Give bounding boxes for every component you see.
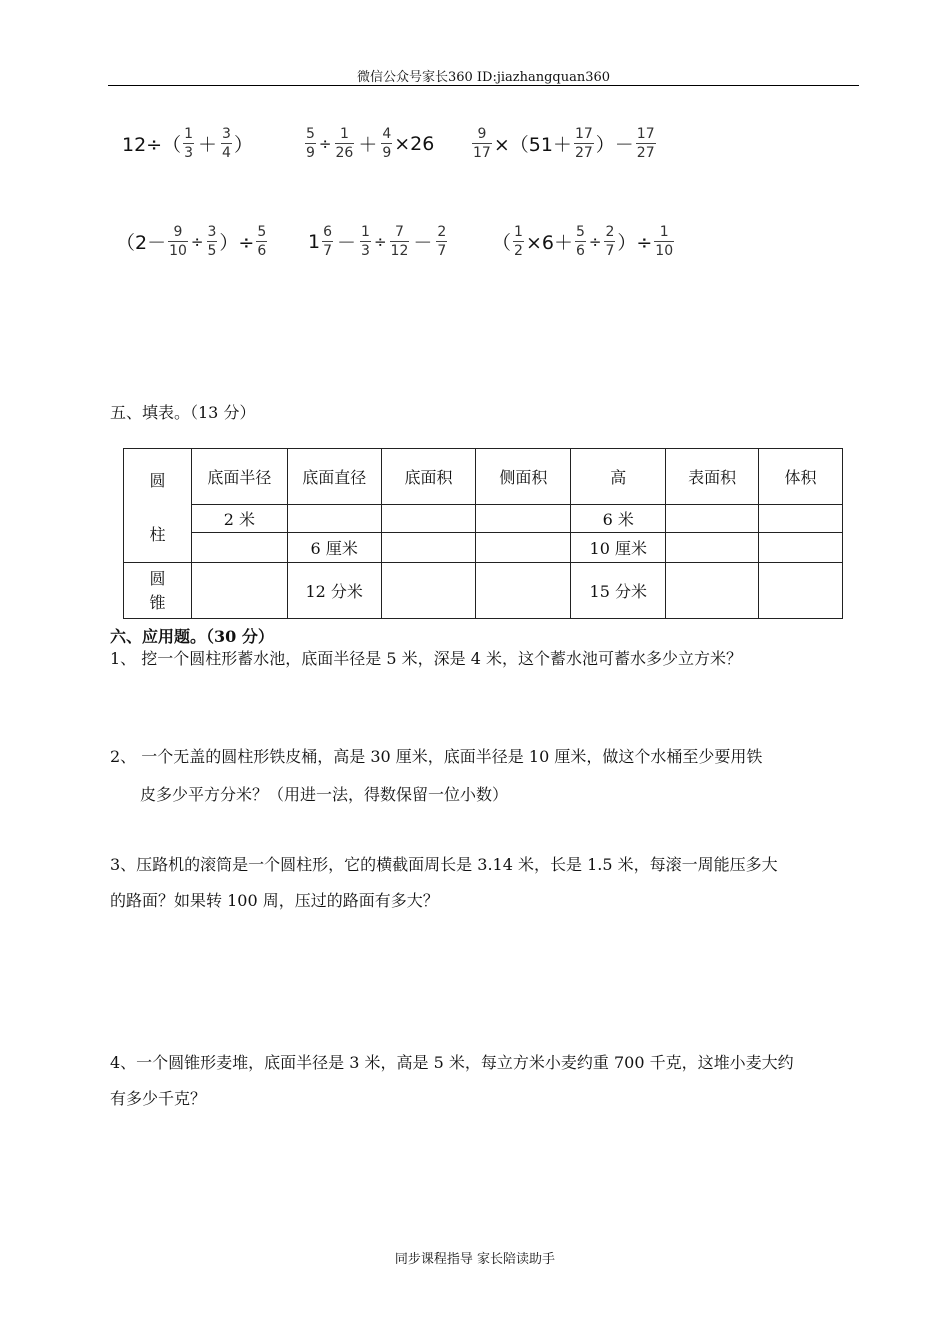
fraction: $\frac{17}{27}$ (636, 126, 655, 161)
table-cell[interactable]: 10 厘米 (571, 533, 666, 563)
expression-2: $\frac{5}{9}$ ÷ $\frac{1}{26}$ ＋ $\frac{4}{9}$ ×26 (306, 126, 435, 161)
header-cell: 底面半径 (191, 449, 287, 505)
fraction: $\frac{7}{12}$ (390, 224, 409, 259)
fraction: $\frac{2}{7}$ (437, 224, 447, 259)
table-cell[interactable]: 6 米 (571, 505, 666, 533)
table-cell[interactable] (759, 533, 843, 563)
expression-1: 12÷（ $\frac{1}{3}$ ＋ $\frac{3}{4}$ ） (122, 126, 253, 161)
fraction: $\frac{5}{6}$ (257, 224, 267, 259)
fraction: $\frac{3}{5}$ (207, 224, 217, 259)
table-cell[interactable] (191, 563, 287, 619)
table-cell[interactable] (191, 533, 287, 563)
question-3-line-2: 的路面？如果转 100 周，压过的路面有多大？ (110, 891, 439, 910)
fraction: $\frac{9}{10}$ (169, 224, 187, 259)
table-row (124, 505, 843, 533)
table-cell[interactable] (381, 563, 476, 619)
table-cell[interactable]: 12 分米 (287, 563, 381, 619)
page-footer: 同步课程指导 家长陪读助手 (394, 1252, 556, 1267)
fraction: $\frac{1}{3}$ (184, 126, 194, 161)
cone-label: 圆 锥 (124, 563, 192, 619)
fraction: $\frac{5}{9}$ (306, 126, 315, 161)
fraction: $\frac{4}{9}$ (382, 126, 392, 161)
table-cell[interactable]: 2 米 (191, 505, 287, 533)
question-2-line-1: 2、 一个无盖的圆柱形铁皮桶，高是 30 厘米，底面半径是 10 厘米，做这个水桶至少要用铁 (110, 747, 763, 766)
table-cell[interactable] (759, 563, 843, 619)
table-cell[interactable] (759, 505, 843, 533)
table-cell[interactable]: 6 厘米 (287, 533, 381, 563)
question-1: 1、 挖一个圆柱形蓄水池，底面半径是 5 米，深是 4 米，这个蓄水池可蓄水多少立方米？ (110, 649, 742, 668)
section-6-title: 六、应用题。（30 分） (110, 627, 274, 646)
fraction: $\frac{2}{7}$ (605, 224, 615, 259)
section-5-title: 五、填表。（13 分） (110, 403, 256, 422)
fraction: $\frac{5}{6}$ (575, 224, 585, 259)
fraction: $\frac{6}{7}$ (323, 224, 333, 259)
table-cell[interactable] (476, 505, 571, 533)
table-cell[interactable] (381, 505, 476, 533)
header-cell: 侧面积 (476, 449, 571, 505)
fraction: $\frac{1}{3}$ (361, 224, 370, 259)
header-cell: 底面积 (381, 449, 476, 505)
expression-3: $\frac{9}{17}$ ×（51＋ $\frac{17}{27}$ ）－ $\frac{17}{27}$ (473, 126, 655, 161)
expression-5: 1 $\frac{6}{7}$ － $\frac{1}{3}$ ÷ $\frac{7}{12}$ － $\frac{2}{7}$ (308, 224, 447, 259)
table-row (124, 563, 843, 619)
expression-row-2 (0, 216, 950, 276)
table-cell[interactable] (476, 563, 571, 619)
table-cell[interactable] (666, 563, 759, 619)
header-cell: 表面积 (666, 449, 759, 505)
fraction: $\frac{17}{27}$ (574, 126, 593, 161)
header-cell: 高 (571, 449, 666, 505)
header-cell: 体积 (759, 449, 843, 505)
fraction: $\frac{1}{10}$ (655, 224, 674, 259)
expression-4: （2－ $\frac{9}{10}$ ÷ $\frac{3}{5}$ ）÷ $\frac{5}{6}$ (116, 224, 267, 259)
table-cell[interactable] (666, 505, 759, 533)
fill-table (123, 448, 843, 619)
fraction: $\frac{3}{4}$ (222, 126, 231, 161)
table-cell[interactable]: 15 分米 (571, 563, 666, 619)
table-cell[interactable] (476, 533, 571, 563)
table-cell[interactable] (287, 505, 381, 533)
expression-row-1 (0, 118, 950, 178)
table-cell[interactable] (666, 533, 759, 563)
question-2-line-2: 皮多少平方分米？（用进一法，得数保留一位小数） (140, 785, 509, 804)
question-4-line-2: 有多少千克？ (110, 1089, 207, 1108)
header-divider (108, 85, 859, 86)
expression-6: （ $\frac{1}{2}$ ×6＋ $\frac{5}{6}$ ÷ $\frac{2}{7}$ ）÷ $\frac{1}{10}$ (492, 224, 674, 259)
question-4-line-1: 4、一个圆锥形麦堆，底面半径是 3 米，高是 5 米，每立方米小麦约重 700 千克，这堆小麦大约 (110, 1053, 794, 1072)
page-header: 微信公众号家长360 ID:jiazhangquan360 (356, 70, 611, 85)
table-cell[interactable] (381, 533, 476, 563)
cylinder-label-top: 圆 (124, 449, 192, 505)
fraction: $\frac{1}{26}$ (335, 126, 354, 161)
header-cell: 底面直径 (287, 449, 381, 505)
fraction: $\frac{1}{2}$ (514, 224, 523, 259)
table-header-row (124, 449, 843, 505)
table-row (124, 533, 843, 563)
fraction: $\frac{9}{17}$ (473, 126, 491, 161)
question-3-line-1: 3、压路机的滚筒是一个圆柱形，它的横截面周长是 3.14 米，长是 1.5 米，每滚一周能压多大 (110, 855, 778, 874)
cylinder-label-bottom: 柱 (124, 505, 192, 563)
